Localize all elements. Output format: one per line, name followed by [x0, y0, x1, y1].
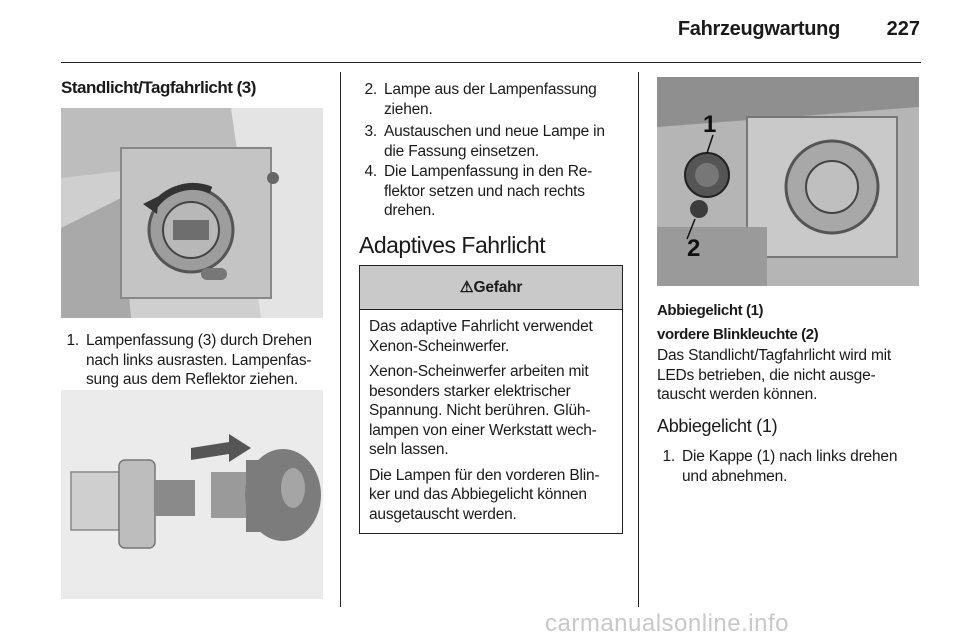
step-text: Austauschen und neue Lampe in die Fassung einsetzen.: [384, 123, 605, 160]
caption-blinkleuchte: vordere Blinkleuchte (2): [657, 326, 819, 343]
warning-triangle-icon: ⚠: [459, 278, 474, 296]
step-number: 1.: [66, 332, 79, 349]
photo-headlamp-rear: [657, 77, 919, 286]
step-text: Lampenfassung (3) durch Drehen nach links ausrasten. Lampenfas-sung aus dem Reflektor ziehen.: [86, 332, 312, 388]
section-title-standlicht: Standlicht/Tagfahrlicht (3): [61, 78, 256, 97]
step-number: 3.: [364, 123, 377, 140]
step-1-standlicht: [61, 331, 323, 390]
danger-paragraph: Die Lampen für den vorderen Blin-ker und das Abbiegelicht können ausgetauscht werden.: [369, 466, 600, 523]
step-text: Die Kappe (1) nach links drehen und abnehmen.: [682, 448, 898, 485]
step-number: 4.: [364, 163, 377, 180]
danger-title: Gefahr: [473, 278, 523, 296]
running-header-title: Fahrzeugwartung: [677, 18, 840, 40]
column-divider-2: [638, 72, 639, 607]
step-number: 1.: [662, 448, 675, 465]
page-number: 227: [886, 18, 920, 40]
column-divider-1: [340, 72, 341, 607]
heading-abbiegelicht: Abbiegelicht (1): [657, 416, 778, 436]
danger-header: [360, 266, 622, 310]
step-2: [359, 80, 621, 119]
step-1-abbiegelicht: [657, 447, 919, 486]
caption-abbiegelicht: Abbiegelicht (1): [657, 302, 764, 319]
danger-paragraph: Xenon-Scheinwerfer arbeiten mit besonders starker elektrischer Spannung. Nicht berühren. Glüh-lampen von einer Werkstatt wech-seln lassen.: [369, 363, 597, 458]
danger-body: [360, 310, 622, 533]
step-number: 2.: [364, 81, 377, 98]
callout-2: 2: [687, 235, 701, 262]
step-text: Die Lampenfassung in den Re-flektor setzen und nach rechts drehen.: [384, 163, 593, 219]
callout-1: 1: [703, 111, 717, 138]
step-4: [359, 162, 621, 221]
step-3: [359, 122, 621, 161]
header-rule: [61, 62, 921, 63]
danger-paragraph: Das adaptive Fahrlicht verwendet Xenon-Scheinwerfer.: [369, 318, 593, 355]
paragraph-led-info: Das Standlicht/Tagfahrlicht wird mit LEDs betrieben, die nicht ausge-tauscht werden können.: [657, 347, 892, 403]
watermark: carmanualsonline.info: [545, 610, 789, 637]
danger-box: [359, 265, 623, 534]
step-text: Lampe aus der Lampenfassung ziehen.: [384, 81, 597, 118]
photo-headlamp-socket: [61, 108, 323, 318]
photo-bulb-removal: [61, 390, 323, 599]
heading-adaptives-fahrlicht: Adaptives Fahrlicht: [359, 232, 546, 258]
